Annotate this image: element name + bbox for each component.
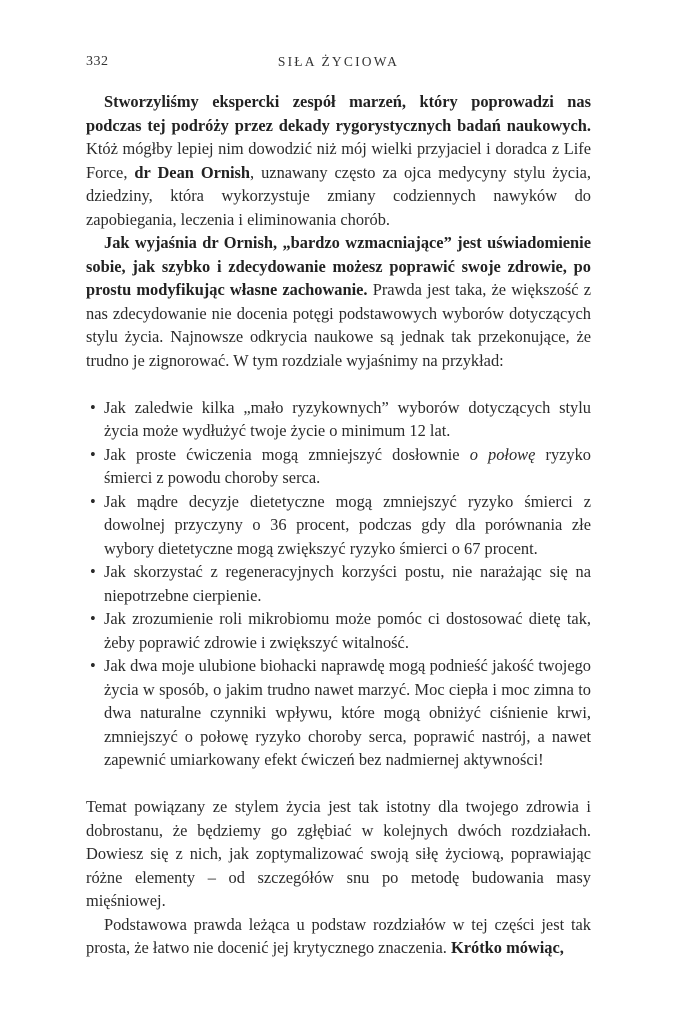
bold-tail: Krótko mówiąc, bbox=[450, 938, 564, 957]
paragraph-text: Temat powiązany ze stylem życia jest tak istotny dla twojego zdrowia i dobrostanu, że będziemy go zgłębiać w kolejnych dwóch rozdziałach. Dowiesz się z nich, jak zoptymalizować swoją siłę życiową, poprawiając różne elementy – od szczegółów snu po metodę budowania masy mięśniowej. bbox=[86, 797, 591, 910]
italic-emphasis: o połowę bbox=[469, 444, 536, 464]
list-item-text: Jak zrozumienie roli mikrobiomu może pomóc ci dostosować dietę tak, żeby poprawić zdrowie i zwiększyć witalność. bbox=[104, 609, 591, 652]
bullet-marker: • bbox=[90, 656, 96, 675]
body-text bbox=[86, 90, 591, 960]
bullet-list bbox=[86, 396, 591, 772]
list-item-text: Jak proste ćwiczenia mogą zmniejszyć dosłownie bbox=[104, 444, 470, 464]
list-item bbox=[86, 490, 591, 561]
list-item bbox=[86, 607, 591, 654]
bullet-marker: • bbox=[90, 491, 96, 511]
bullet-marker: • bbox=[90, 609, 96, 628]
running-title: SIŁA ŻYCIOWA bbox=[277, 54, 400, 69]
page-number: 332 bbox=[86, 54, 109, 69]
paragraph-basic-truth bbox=[86, 913, 591, 960]
bold-lead: Jak wyjaśnia dr Ornish, „bardzo wzmacniające” jest uświadomienie sobie, jak szybko i zdecydowanie możesz poprawić swoje zdrowie, po prostu modyfikując własne zachowanie. bbox=[86, 233, 591, 299]
paragraph-text: Podstawowa prawda leżąca u podstaw rozdziałów w tej części jest tak prosta, że łatwo nie docenić jej krytycznego znaczenia. bbox=[86, 914, 591, 957]
bullet-marker: • bbox=[90, 397, 96, 417]
list-item bbox=[86, 654, 591, 772]
list-item-text: Jak dwa moje ulubione biohacki naprawdę mogą podnieść jakość twojego życia w sposób, o jakim trudno nawet marzyć. Moc ciepła i moc zimna to dwa naturalne czynniki wpływu, które mogą obniżyć ciśnienie krwi, zmniejszyć o połowę ryzyko choroby serca, poprawić nastrój, a nawet zapewnić umiarkowany efekt ćwiczeń bez nadmiernej aktywności! bbox=[104, 656, 591, 769]
paragraph-text: Prawda jest taka, że większość z nas zdecydowanie nie docenia potęgi podstawowych wyborów dotyczących stylu życia. Najnowsze odkrycia naukowe są jednak tak przekonujące, że trudno je zignorować. W tym rozdziale wyjaśnimy na przykład: bbox=[86, 280, 591, 370]
paragraph-lifestyle-topic bbox=[86, 795, 591, 913]
paragraph-dream-team bbox=[86, 90, 591, 231]
list-item bbox=[86, 396, 591, 443]
paragraph-text: Któż mógłby lepiej nim dowodzić niż mój wielki przyjaciel i doradca z Life Force, bbox=[86, 139, 591, 182]
bold-lead: Stworzyliśmy ekspercki zespół marzeń, który poprowadzi nas podczas tej podróży przez dekady rygorystycznych badań naukowych. bbox=[86, 92, 591, 135]
paragraph-text: , uznawany często za ojca medycyny stylu życia, dziedziny, która wykorzystuje zmiany codziennych nawyków do zapobiegania, leczenia i eliminowania chorób. bbox=[86, 162, 591, 229]
list-item-text: Jak mądre decyzje dietetyczne mogą zmniejszyć ryzyko śmierci z dowolnej przyczyny o 36 procent, podczas gdy dla porównania złe wybory dietetyczne mogą zwiększyć ryzyko śmierci o 67 procent. bbox=[104, 491, 591, 558]
list-item-text: Jak zaledwie kilka „mało ryzykownych” wyborów dotyczących stylu życia może wydłużyć twoje życie o minimum 12 lat. bbox=[104, 397, 591, 440]
bullet-marker: • bbox=[90, 444, 96, 464]
running-header bbox=[86, 54, 591, 74]
bullet-marker: • bbox=[90, 562, 96, 581]
paragraph-ornish-quote bbox=[86, 231, 591, 372]
list-item-text: ryzyko śmierci z powodu choroby serca. bbox=[104, 444, 591, 487]
list-item-text: Jak skorzystać z regeneracyjnych korzyści postu, nie narażając się na niepotrzebne cierpienie. bbox=[104, 562, 591, 605]
list-item bbox=[86, 560, 591, 607]
bold-name: dr Dean Ornish bbox=[134, 162, 251, 182]
list-item bbox=[86, 443, 591, 490]
